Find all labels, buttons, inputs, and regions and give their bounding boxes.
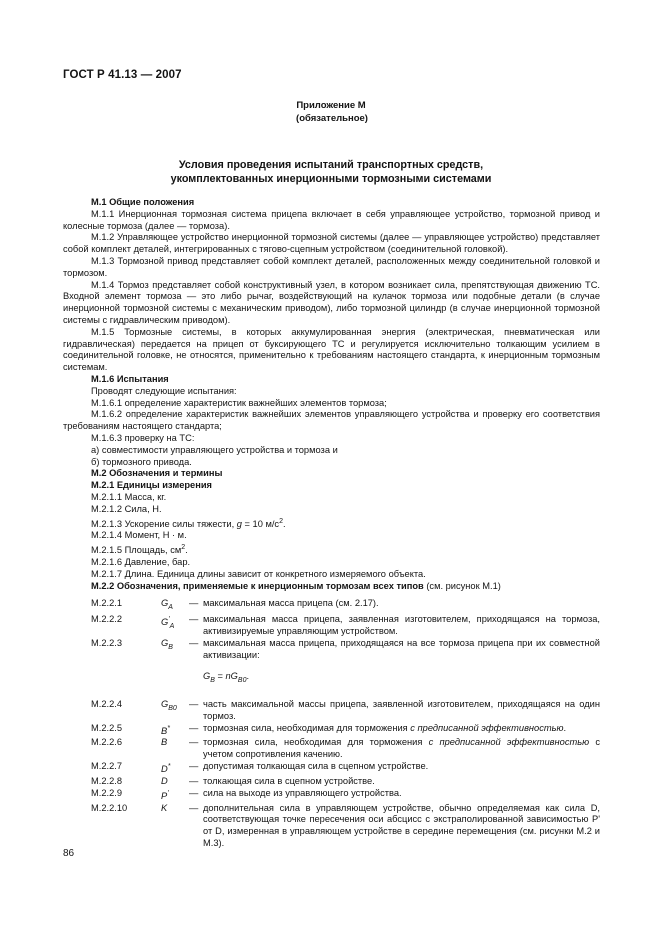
definition-row xyxy=(63,776,600,788)
page-number: 86 xyxy=(63,848,75,859)
definition-text: тормозная сила, необходимая для торможения с предписанной эффективностью с учетом сопротивления качению. xyxy=(203,737,601,760)
definition-row xyxy=(63,788,600,803)
para-m14: М.1.4 Тормоз представляет собой конструктивный узел, в котором возникает сила, препятствующая движению ТС. Входной элемент тормоза — это либо рычаг, воздействующий на кулачок тормоза или подобные детали (в случае инерционной тормозной системы с механическим приводом), либо тормозной цилиндр (в случае инерционной тормозной системы с гидравлическим приводом). xyxy=(63,279,600,325)
definition-row xyxy=(63,598,600,614)
m213-value: = 10 м/с xyxy=(241,518,280,529)
para-m214: М.2.1.4 Момент, Н · м. xyxy=(91,530,187,541)
definition-symbol: K xyxy=(161,802,168,813)
definitions-list xyxy=(63,598,600,849)
document-header: ГОСТ Р 41.13 — 2007 xyxy=(63,69,182,81)
definition-dash: — xyxy=(189,598,199,609)
appendix-heading xyxy=(0,99,662,125)
definition-dash: — xyxy=(189,737,199,748)
formula-lhs: G xyxy=(203,671,211,682)
definition-row xyxy=(63,638,600,662)
formula xyxy=(63,671,600,687)
para-m212: М.2.1.2 Сила, Н. xyxy=(91,503,162,514)
m213-sup: 2 xyxy=(279,517,283,525)
para-m217: М.2.1.7 Длина. Единица длины зависит от конкретного измеряемого объекта. xyxy=(91,568,426,579)
definition-text: дополнительная сила в управляющем устройстве, обычно определяемая как сила D, соответствующая точке пересечения оси абсцисс с экстраполированной зависимостью P' от D, измеренная в управляющем устройстве в середине перемещения (см. рисунки М.2 и М.3). xyxy=(203,802,600,849)
definition-symbol: $G_A$ xyxy=(161,598,173,612)
m215-prefix: М.2.1.5 Площадь, см xyxy=(91,545,182,556)
m213-end: . xyxy=(283,518,286,529)
appendix-status: (обязательное) xyxy=(296,113,368,124)
para-m213 xyxy=(63,516,600,531)
definition-symbol: $G_B$ xyxy=(161,637,173,651)
section-title-line-1: Условия проведения испытаний транспортных средств, xyxy=(178,159,484,171)
definition-dash: — xyxy=(189,787,199,798)
definition-dash: — xyxy=(189,698,199,709)
definition-symbol: D* xyxy=(161,763,171,775)
heading-m1: М.1 Общие положения xyxy=(91,197,195,207)
m215-sup: 2 xyxy=(181,544,186,552)
m215-end: . xyxy=(185,545,188,556)
formula-rhs-sub: B0 xyxy=(237,677,247,685)
definition-row xyxy=(63,803,600,850)
section-title-line-2: укомплектованных инерционными тормозными системами xyxy=(170,173,492,185)
definition-symbol: B* xyxy=(161,724,170,736)
formula-lhs-sub: B xyxy=(210,677,215,685)
para-m215 xyxy=(63,542,600,557)
definition-dash: — xyxy=(189,637,199,648)
definition-code: М.2.2.5 xyxy=(91,722,123,733)
definition-symbol: $G_{B0}$ xyxy=(161,698,177,712)
definition-row xyxy=(63,761,600,776)
definition-dash: — xyxy=(189,722,199,733)
para-m16-intro: Проводят следующие испытания: xyxy=(91,385,237,396)
para-m22 xyxy=(63,581,600,593)
heading-m21: М.2.1 Единицы измерения xyxy=(91,480,212,491)
definition-symbol: P' xyxy=(161,789,169,801)
definition-text: максимальная масса прицепа, заявленная изготовителем, приходящаяся на тормоза, активизируемые управляющим устройством. xyxy=(203,614,600,636)
definition-dash: — xyxy=(189,614,199,625)
para-m12: М.1.2 Управляющее устройство инерционной тормозной системы (далее — управляющее устройство) представляет собой комплект деталей, интегрированных с тягово-сцепным устройством (соединительной головкой). xyxy=(63,232,600,255)
definition-row xyxy=(63,699,600,723)
para-m216: М.2.1.6 Давление, бар. xyxy=(91,557,191,568)
heading-m16: М.1.6 Испытания xyxy=(91,373,169,384)
definition-code: М.2.2.2 xyxy=(91,614,123,625)
definition-text: часть максимальной массы прицепа, заявленной изготовителем, приходящаяся на один тормоз. xyxy=(203,698,600,721)
definition-text: допустимая толкающая сила в сцепном устройстве. xyxy=(203,761,429,772)
document-body xyxy=(63,197,600,850)
definition-dash: — xyxy=(189,775,199,786)
para-m163b: б) тормозного привода. xyxy=(91,456,192,467)
definition-code: М.2.2.10 xyxy=(91,802,128,813)
m22-rest: (см. рисунок М.1) xyxy=(423,580,501,591)
definition-row xyxy=(63,723,600,738)
formula-eq: = xyxy=(214,671,226,682)
m213-symbol: g xyxy=(236,518,242,529)
section-title xyxy=(40,158,622,186)
definition-text: максимальная масса прицепа, приходящаяся на все тормоза прицепа при их совместной активизации: xyxy=(203,637,600,660)
definition-dash: — xyxy=(189,802,199,813)
definition-code: М.2.2.9 xyxy=(91,787,123,798)
para-m162: М.1.6.2 определение характеристик важнейших элементов управляющего устройства и проверку его соответствия требованиям настоящего стандарта; xyxy=(63,409,600,432)
definition-code: М.2.2.7 xyxy=(91,761,123,772)
m213-prefix: М.2.1.3 Ускорение силы тяжести, xyxy=(91,518,237,529)
definition-dash: — xyxy=(189,761,199,772)
definition-symbol: B xyxy=(161,737,168,748)
para-m163: М.1.6.3 проверку на ТС: xyxy=(91,432,195,443)
appendix-title: Приложение М xyxy=(296,100,366,111)
para-m211: М.2.1.1 Масса, кг. xyxy=(91,491,167,502)
definition-text: максимальная масса прицепа (см. 2.17). xyxy=(203,598,379,609)
para-m161: М.1.6.1 определение характеристик важнейших элементов тормоза; xyxy=(91,397,387,408)
para-m15: М.1.5 Тормозные системы, в которых аккумулированная энергия (электрическая, пневматическая или гидравлическая) передается на прицеп от буксирующего ТС и регулируется исключительно толкающим усилием в соединительной головке, не относятся, применительно к требованиям настоящего стандарта, к инерционным тормозным системам. xyxy=(63,326,600,373)
formula-end: . xyxy=(246,671,250,682)
definition-symbol: D xyxy=(161,775,168,786)
definition-code: М.2.2.3 xyxy=(91,637,123,648)
definition-code: М.2.2.4 xyxy=(91,698,123,709)
definition-symbol: $G'_A$ xyxy=(161,616,175,631)
definition-text: толкающая сила в сцепном устройстве. xyxy=(203,775,375,786)
definition-code: М.2.2.6 xyxy=(91,737,123,748)
definition-row xyxy=(63,737,600,761)
definition-text: сила на выходе из управляющего устройства. xyxy=(203,787,402,798)
m22-bold: М.2.2 Обозначения, применяемые к инерционным тормозам всех типов xyxy=(91,580,424,591)
definition-row xyxy=(63,614,600,638)
heading-m2: М.2 Обозначения и термины xyxy=(91,468,223,479)
definition-text: тормозная сила, необходимая для торможения с предписанной эффективностью. xyxy=(203,722,567,733)
para-m11: М.1.1 Инерционная тормозная система прицепа включает в себя управляющее устройство, тормозной привод и колесные тормоза (далее — тормоза). xyxy=(63,208,600,231)
formula-rhs: nG xyxy=(225,671,238,682)
definition-code: М.2.2.8 xyxy=(91,775,123,786)
para-m13: М.1.3 Тормозной привод представляет собой комплект деталей, расположенных между соединительной головкой и тормозом. xyxy=(63,255,600,278)
para-m163a: а) совместимости управляющего устройства и тормоза и xyxy=(91,444,338,455)
definition-code: М.2.2.1 xyxy=(91,598,123,609)
